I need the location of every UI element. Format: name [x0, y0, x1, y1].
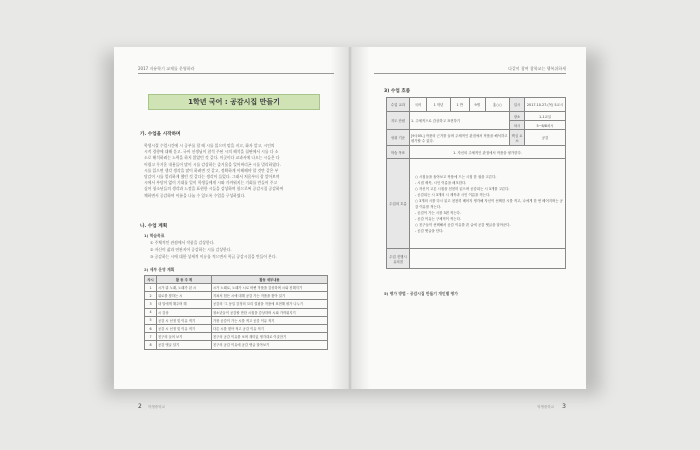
table-cell: 6 — [145, 324, 157, 332]
table-row — [387, 130, 566, 146]
table-cell: 내 말에게 해주며 해 — [157, 300, 212, 308]
right-footer: 학생중학교 — [537, 405, 554, 409]
table-row — [145, 333, 328, 341]
list-item: - 공감이 가는 시를 3편 적는다. — [415, 210, 461, 215]
table-header: 활 동 주 제 — [157, 276, 212, 284]
table-cell: 성취 기준 — [387, 130, 410, 146]
table-cell: 친구의 공감 이유에 공감 댓글 달아보기 — [212, 341, 328, 349]
left-page — [114, 47, 350, 410]
table-cell: 2017.10.27.(목) 5교시 — [525, 98, 566, 112]
table-cell: 시가 노래로, 노래가 시로 바뀐 작품을 감상하며 시와 친해지기 — [212, 284, 328, 292]
list-item: ○ 친구들이 선택해서 공감 이유를 쓴 글에 공감 댓글을 달아준다. — [415, 222, 511, 227]
page-title: 1학년 국어 : 공감시집 만들기 — [148, 94, 320, 110]
table-cell: 1. 자신의 주체적인 관점에서 작품을 평가한다. — [410, 146, 566, 159]
section-heading-plan: 나. 수업 계획 — [140, 224, 168, 229]
lesson-plan-table — [144, 275, 328, 350]
table-cell: 친구의 들어 보기 — [157, 333, 212, 341]
table-cell: 수업 교과 — [387, 98, 410, 112]
table-cell: 5~6/8차시 — [525, 121, 566, 130]
table-cell: 일시 — [510, 98, 525, 112]
table-row — [145, 292, 328, 300]
table-cell: 수업의 흐름 — [387, 159, 410, 249]
table-cell: 핵심 요소 — [510, 130, 525, 146]
right-page — [350, 47, 586, 410]
table-header: 활동 세부내용 — [212, 276, 328, 284]
table-cell: 8 — [145, 341, 157, 349]
right-page-number: 3 — [562, 403, 566, 410]
left-running-head: 2017 자유학기 교재를 운영하라 — [138, 66, 195, 71]
list-item: ○ 자신이 고른 시집을 천천히 읽으며 공감되는 시 3개를 고른다. — [415, 186, 510, 191]
right-running-head: 다같이 참여 참학교는 행복쉬하세 — [508, 66, 566, 71]
intro-line: 소로 해석하려는 노력을 하지 않았던 것 같다. 이곳이다 교과서에 나오는 시들은 다 — [144, 155, 280, 161]
table-row — [145, 308, 328, 316]
table-cell — [410, 249, 566, 269]
table-cell: 공감 댓글 달기 — [157, 341, 212, 349]
table-cell: 시가 뭐 노래, 노래가 된 시 — [157, 284, 212, 292]
table-row — [145, 316, 328, 324]
right-header-rule — [374, 73, 566, 74]
table-cell: 국어 — [410, 98, 427, 112]
table-cell: 수업 진행시 유의점 — [387, 249, 410, 269]
section-heading-evaluation: 5) 평가 방법 - 공감시집 만들기 개인별 평가 — [384, 291, 458, 296]
table-cell: [9국05-] 작품의 근거를 들며 주체적인 관점에서 작품을 해석하고 평가할 수 있다. — [410, 130, 510, 146]
goal-item: ② 자신이 삶과 연관지어 공감하는 시를 감상한다. — [150, 247, 232, 252]
table-cell: 차시 — [510, 121, 525, 130]
list-item: ○ 시집들을 돌아보고 작품에 드는 시집 한 권을 고른다. — [415, 174, 497, 179]
goals-label: 1) 학습목표 — [144, 233, 165, 238]
table-row — [387, 159, 566, 249]
list-item: ○ 3개의 시를 다시 읽고 천천히 베어지 생각해 자신이 선택한 시를 적고, 나에게 한 번 베어지며는 공감 이유를 적는다. — [415, 198, 563, 209]
table-cell: 공감 시 선정 및 이유 적기 — [157, 324, 212, 332]
table-cell: 위로를 찾하는 시 — [157, 292, 212, 300]
table-cell: 장소 — [510, 112, 525, 121]
table-cell: 7 — [145, 333, 157, 341]
table-header-row — [145, 276, 328, 284]
list-item: - 공감 이유는 구체적이 적는다. — [415, 216, 461, 221]
table-cell: 1-1교실 — [525, 112, 566, 121]
list-item: - 공감 댓글을 단다. — [415, 228, 444, 233]
intro-line: 시적 경향에 대해 묻고. 국어 선생님이 참석 주된 시의 해석을 칠판에서 시를 다 소 — [144, 149, 279, 155]
table-cell: 4 — [145, 308, 157, 316]
table-row — [145, 341, 328, 349]
table-cell: 지쳐서 힘든 시에 대해 공감 가는 작품을 찾아 읽기 — [212, 292, 328, 300]
table-cell: 청소년들이 공감할 만한 시집을 감상하며 시와 가까워지기 — [212, 308, 328, 316]
table-cell: 5 — [145, 316, 157, 324]
table-row — [145, 324, 328, 332]
left-page-number: 2 — [138, 403, 142, 410]
table-cell: 공감 시 선정 및 이유 적기 — [157, 316, 212, 324]
section-heading-flow: 3) 수업 흐름 — [384, 89, 411, 94]
intro-paragraph — [144, 143, 330, 199]
intro-line: 시에서 부담이 없이 기대를 일이 학생들에게 시와 가까워지는 기회를 만들어 주고 — [144, 180, 278, 186]
goal-item: ③ 공감하는 시에 대한 상세적 이유를 적으면서 학급 공감시집을 만들어 본다. — [150, 254, 277, 259]
intro-line: 어렵고 무거운 내용들이 많이 시를 감상하는 즐거움을 잊어버리곤 시를 멀리하였다. — [144, 161, 281, 167]
table-header: 차시 — [145, 276, 157, 284]
table-cell: 다른 시를 찾아 적고 공감 이유 적기 — [212, 324, 328, 332]
table-cell: 1 반 — [451, 98, 469, 112]
intro-line: 체하면서 공감하며 이름을 나눌 수 있도록 수업을 구성하였다. — [144, 192, 246, 198]
goal-item: ① 주체적인 관점에서 작품을 감상한다. — [150, 240, 215, 245]
list-item: - 시집 제목, 시인 이름을 메모한다. — [415, 180, 467, 185]
table-cell: 3 — [145, 300, 157, 308]
table-cell: 시 감상 — [157, 308, 212, 316]
intro-line: 담감이 시를 멀리하게 했던 것 같다는 생각이 들었다. 그래서 처음부터 잘 알아보며 — [144, 174, 280, 180]
table-cell: 1. 주체적으로 감상하고 표현하기 — [410, 112, 510, 130]
left-header-rule — [138, 73, 334, 74]
table-row — [387, 249, 566, 269]
table-cell: 1 학년 — [427, 98, 451, 112]
table-cell: 공감 — [525, 130, 566, 146]
table-row — [145, 284, 328, 292]
table-cell: 가장 공감이 가는 시를 적고 공감 이유 적기 — [212, 316, 328, 324]
intro-line: 시를 읽으면 생각 생각을 많이 하려면 것 같고, 정확하게 이해해야 할 것만 같은 부 — [144, 167, 279, 173]
table-cell: 지도 단원 — [387, 112, 410, 130]
table-cell: 2 — [145, 292, 157, 300]
table-row — [387, 146, 566, 159]
intro-line: 싶어 청소년들의 생각과 느낌을 표현한 시들을 감상하며 함으로써 공감시집 공감하여 — [144, 186, 284, 192]
flow-cell — [410, 159, 566, 249]
table-row — [387, 98, 566, 112]
table-cell: 공감의 '그 동일 감정의 꼬리 결핍을 작품에 표현해 평가 나누기 — [212, 300, 328, 308]
section-heading-intro: 가. 수업을 시작하며 — [140, 132, 181, 137]
table-cell: 홍○○ — [486, 98, 510, 112]
list-item: - 공감되는 시 3개의 시 제목과 시인 이름을 적는다. — [415, 192, 491, 197]
table-cell: 9명 — [469, 98, 486, 112]
lesson-flow-table — [386, 97, 566, 269]
table-row — [387, 112, 566, 121]
table-cell: 1 — [145, 284, 157, 292]
left-footer: 학생중학교 — [148, 405, 165, 409]
intro-line: 학생시절 수업시간에 시 공부를 할 때 시를 읽으며 말을 지고, 화자 알고, 시인의 — [144, 143, 275, 148]
table-cell: 친구의 공감 이유를 보며 재미있 생각대로 이골찬기 — [212, 333, 328, 341]
flow-list — [411, 174, 564, 234]
table-row — [145, 300, 328, 308]
plan-label: 2) 세부 운영 계획 — [144, 267, 175, 272]
table-cell: 학습 목표 — [387, 146, 410, 159]
